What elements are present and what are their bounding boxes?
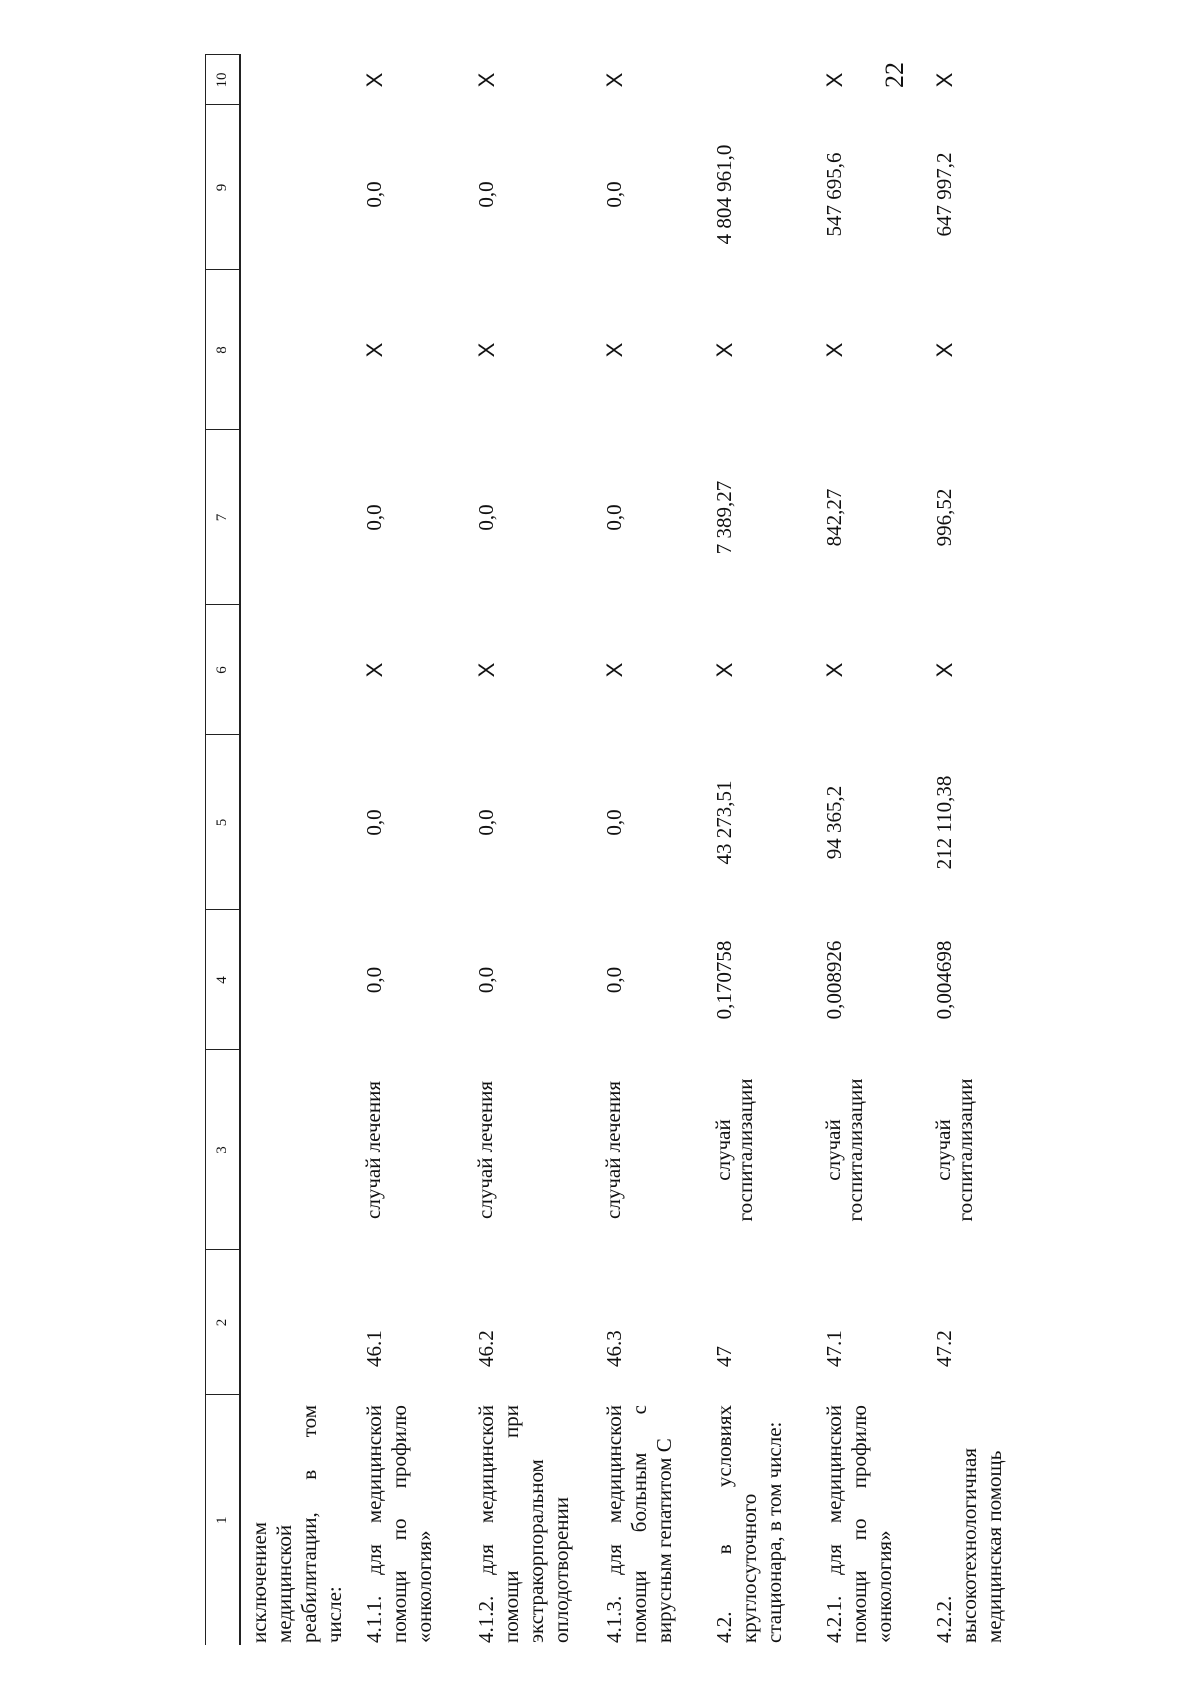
col-header: 7 <box>206 430 240 605</box>
cell-col4: 0,004698 <box>931 940 956 1020</box>
cell-col6: X <box>601 662 627 678</box>
cell-col9 <box>240 105 350 270</box>
table-row <box>920 55 1020 1645</box>
cell-col6: X <box>711 662 737 678</box>
row-code: 46.1 <box>361 1330 386 1367</box>
cell-col6: X <box>931 662 957 678</box>
col-header: 8 <box>206 270 240 430</box>
table-row <box>700 55 810 1645</box>
col-header: 10 <box>206 55 240 105</box>
cell-col10: X <box>601 72 627 88</box>
col-header: 6 <box>206 605 240 735</box>
cell-col4: 0,0 <box>473 966 498 994</box>
cell-col7: 0,0 <box>361 504 386 531</box>
row-unit: случай лечения <box>360 1081 385 1219</box>
cell-col5: 43 273,51 <box>711 780 736 865</box>
row-unit: случай госпитализации <box>820 1078 867 1222</box>
row-name: 4.2.2. высокотехнологичная медицинская помощь <box>931 1448 1006 1643</box>
cell-col10: X <box>931 72 957 88</box>
cell-col8: X <box>821 342 847 358</box>
cell-col7 <box>240 430 350 605</box>
page-number: 22 <box>880 62 909 88</box>
row-code: 47.2 <box>931 1330 956 1367</box>
cell-col4: 0,0 <box>361 966 386 994</box>
row-unit: случай лечения <box>600 1081 625 1219</box>
cell-col6: X <box>821 662 847 678</box>
cell-col5: 0,0 <box>601 809 626 836</box>
col-header: 9 <box>206 105 240 270</box>
row-unit: случай госпитализации <box>930 1078 977 1222</box>
cell-col7: 0,0 <box>473 504 498 531</box>
table-row <box>810 55 920 1645</box>
row-name: 4.1.2. для медицинской помощи при экстракорпоральном оплодотворении <box>473 1405 573 1643</box>
cell-col10: X <box>821 72 847 88</box>
cell-col9: 647 997,2 <box>931 152 956 237</box>
cell-col9: 4 804 961,0 <box>711 144 736 245</box>
cell-col8 <box>240 270 350 430</box>
col-header: 1 <box>206 1395 240 1645</box>
row-code: 46.2 <box>473 1330 498 1367</box>
row-code <box>240 1250 350 1395</box>
row-unit <box>240 1050 350 1250</box>
cell-col5: 0,0 <box>473 809 498 836</box>
cell-col8: X <box>601 342 627 358</box>
col-header: 3 <box>206 1050 240 1250</box>
cell-col4: 0,0 <box>601 966 626 994</box>
cell-col9: 0,0 <box>361 181 386 208</box>
cell-col4: 0,170758 <box>711 940 736 1020</box>
cell-col7: 7 389,27 <box>711 480 736 555</box>
row-name: 4.2. в условиях круглосуточного стационара, в том числе: <box>711 1405 786 1643</box>
cell-col5: 0,0 <box>361 809 386 836</box>
row-code: 47 <box>711 1346 736 1367</box>
cell-col7: 0,0 <box>601 504 626 531</box>
cell-col6: X <box>473 662 499 678</box>
cell-col10: X <box>361 72 387 88</box>
cell-col9: 547 695,6 <box>821 152 846 237</box>
row-name: 4.1.3. для медицинской помощи больным с вирусным гепатитом С <box>601 1405 676 1643</box>
row-name: 4.2.1. для медицинской помощи по профилю «онкология» <box>821 1405 896 1643</box>
cell-col8: X <box>361 342 387 358</box>
col-header: 5 <box>206 735 240 910</box>
cell-col4 <box>240 910 350 1050</box>
cell-col5: 94 365,2 <box>821 785 846 860</box>
cell-col7: 996,52 <box>931 488 956 547</box>
table-row <box>462 55 590 1645</box>
row-unit: случай лечения <box>472 1081 497 1219</box>
row-code: 46.3 <box>601 1330 626 1367</box>
cell-col10 <box>240 55 350 105</box>
row-unit: случай госпитализации <box>710 1078 757 1222</box>
row-name: 4.1.1. для медицинской помощи по профилю «онкология» <box>361 1405 436 1643</box>
cell-col7: 842,27 <box>821 488 846 547</box>
cell-col8: X <box>473 342 499 358</box>
table-row <box>240 55 350 1645</box>
col-header: 4 <box>206 910 240 1050</box>
cell-col10: X <box>473 72 499 88</box>
cell-col8: X <box>711 342 737 358</box>
cell-col9: 0,0 <box>473 181 498 208</box>
cell-col6 <box>240 605 350 735</box>
col-header: 2 <box>206 1250 240 1395</box>
cell-col5 <box>240 735 350 910</box>
table-row <box>590 55 700 1645</box>
cell-col10 <box>700 55 810 105</box>
table-row <box>350 55 462 1645</box>
rotated-table-container <box>205 55 1006 1645</box>
row-code: 47.1 <box>821 1330 846 1367</box>
cell-col4: 0,008926 <box>821 940 846 1020</box>
cell-col9: 0,0 <box>601 181 626 208</box>
data-table <box>205 55 1020 1646</box>
cell-col6: X <box>361 662 387 678</box>
row-name: исключением медицинской реабилитации, в том числе: <box>246 1405 346 1643</box>
header-row <box>206 55 240 1645</box>
cell-col5: 212 110,38 <box>931 775 956 870</box>
cell-col8: X <box>931 342 957 358</box>
